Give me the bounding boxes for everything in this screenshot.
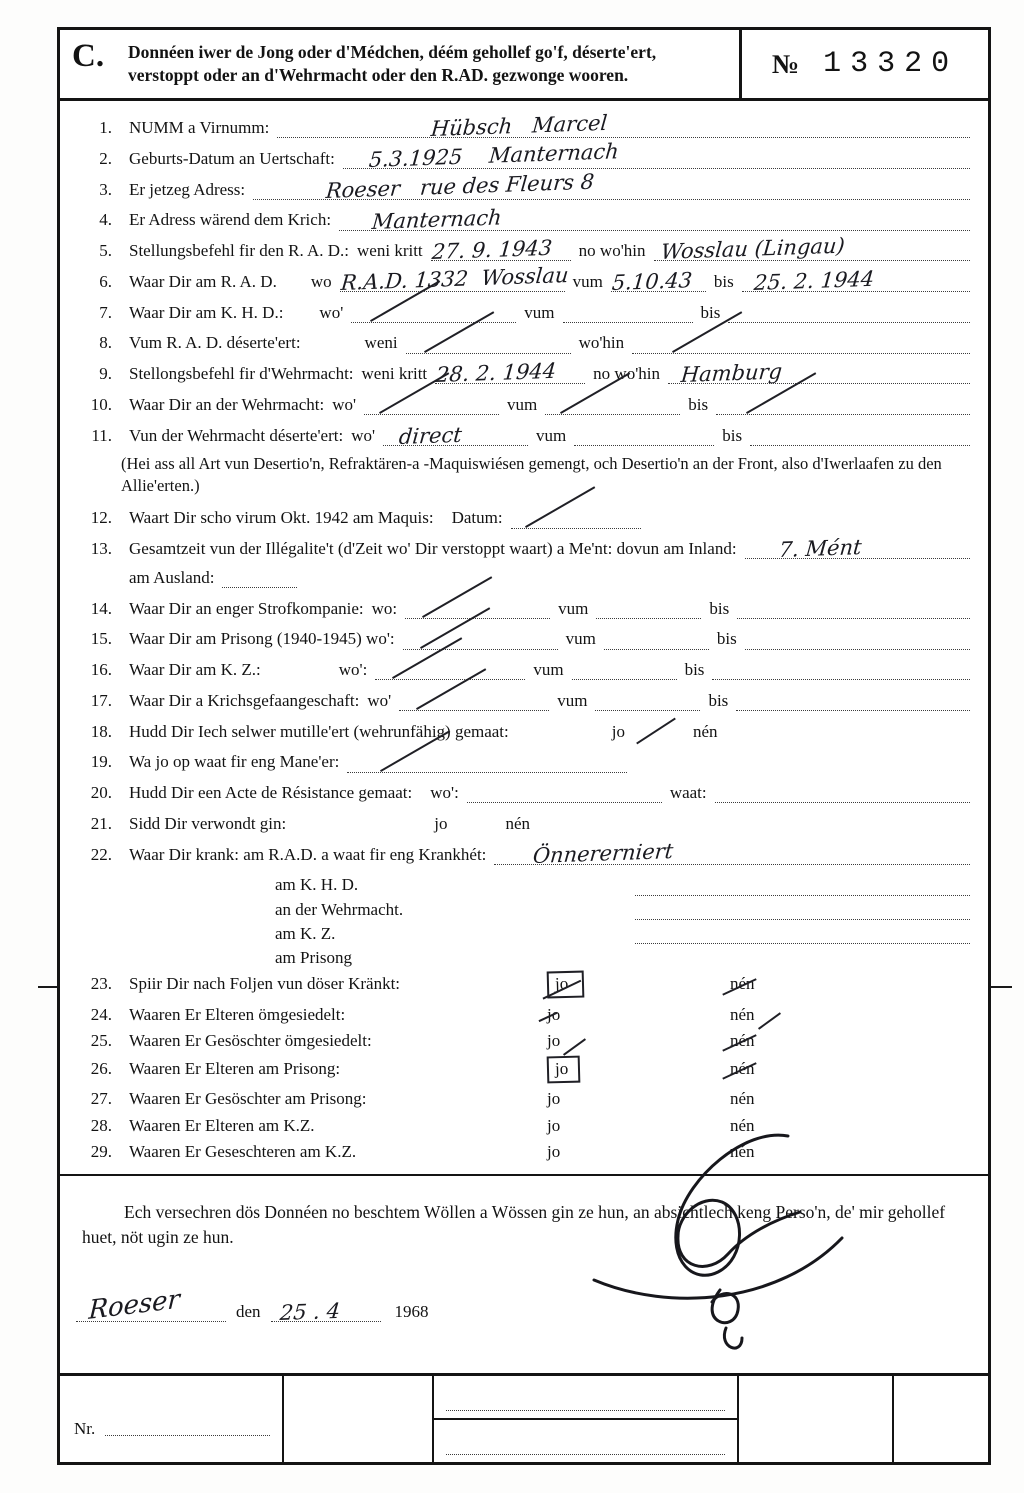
printed-text: Waar Dir am K. H. D.: — [129, 302, 284, 322]
handwritten-place: Roeser — [87, 1284, 181, 1326]
printed-text: vum — [557, 690, 588, 710]
option-jo[interactable]: jo — [547, 1056, 581, 1084]
question-number: 28. — [90, 1115, 112, 1135]
printed-text: Datum: — [451, 508, 503, 528]
nr-label: Nr. — [74, 1419, 96, 1438]
dotted-field[interactable] — [105, 1423, 270, 1436]
printed-text: Hudd Dir een Acte de Résistance gemaat: — [129, 783, 413, 803]
printed-text: Waar Dir am Prisong (1940-1945) wo': — [129, 629, 395, 649]
answer-cell — [547, 971, 722, 998]
handwritten-value: Roeser rue des Fleurs 8 — [324, 169, 595, 203]
printed-text: Er Adress wärend dem Krich: — [129, 210, 332, 230]
place-field[interactable] — [76, 1284, 226, 1326]
printed-text: wo — [310, 271, 332, 291]
dotted-field[interactable] — [604, 643, 709, 650]
option-jo[interactable]: jo — [547, 971, 585, 999]
form-row-13 — [72, 535, 970, 563]
option-nn[interactable]: nén — [693, 721, 718, 741]
option-jo[interactable]: jo — [547, 1030, 561, 1050]
dotted-field[interactable] — [635, 913, 970, 920]
question-number: 26. — [90, 1059, 112, 1079]
form-number: 13320 — [823, 47, 959, 82]
answer-cell — [730, 1115, 970, 1136]
printed-text: Waaren Er Gesöschter am Prisong: — [129, 1089, 367, 1109]
form-row-17 — [72, 690, 970, 711]
dotted-field[interactable] — [668, 359, 970, 388]
question-number: 1. — [99, 118, 112, 138]
question-number: 29. — [90, 1141, 112, 1161]
printed-text: Vum R. A. D. déserte'ert: — [129, 333, 301, 353]
printed-text: wo' — [351, 425, 376, 445]
printed-text: vum — [524, 302, 555, 322]
dotted-field[interactable] — [737, 612, 970, 619]
footer-subcell — [434, 1418, 737, 1462]
printed-text: Waar Dir a Krichsgefaangeschaft: — [129, 690, 360, 710]
printed-text: bis — [722, 425, 743, 445]
dotted-field[interactable] — [745, 535, 970, 563]
dotted-field[interactable] — [406, 347, 571, 354]
printed-text: weni kritt — [357, 241, 423, 261]
option-nn[interactable]: nén — [730, 1089, 755, 1109]
question-number: 7. — [99, 302, 112, 322]
printed-text: weni — [364, 333, 398, 353]
form-row-cont-26 — [72, 923, 970, 944]
form-description: Donnéen iwer de Jong oder d'Médchen, déém gehollef go'f, déserte'ert, verstoppt oder an d'Wehrmacht oder den R.AD. gezwonge wooren. — [128, 42, 657, 86]
answer-cell — [547, 1056, 722, 1083]
dotted-field[interactable] — [610, 268, 706, 296]
printed-text: Waar Dir krank: am R.A.D. a waat fir eng Krankhét: — [129, 844, 487, 864]
dotted-field[interactable] — [351, 316, 516, 323]
answer-cell — [730, 1141, 970, 1162]
dotted-field[interactable] — [716, 408, 970, 415]
handwritten-value: Hübsch Marcel — [429, 111, 608, 142]
question-number: 10. — [90, 394, 112, 414]
form-row-19 — [72, 751, 970, 772]
numero-sign: № — [771, 48, 800, 79]
form-row-14 — [72, 598, 970, 619]
option-nn[interactable]: nén — [730, 1030, 755, 1050]
form-row-21 — [72, 813, 970, 834]
handwritten-value: 25. 2. 1944 — [753, 266, 876, 296]
form-row-cont-27 — [72, 947, 970, 968]
dotted-field[interactable] — [222, 581, 297, 588]
printed-text: wo' — [319, 302, 344, 322]
dotted-field[interactable] — [446, 1454, 725, 1455]
printed-text: wo': — [430, 783, 459, 803]
form-row-24 — [72, 1004, 970, 1025]
answer-cell — [730, 1004, 970, 1025]
note-paragraph: (Hei ass all Art vun Desertio'n, Refraktären-a -Maquiswiésen gemengt, och Desertio'n an der Front, also d'Iwerlaafen zu den Allie'erten.) — [121, 454, 942, 495]
printed-text: Geburts-Datum an Uertschaft: — [129, 148, 335, 168]
printed-text: weni kritt — [361, 364, 428, 384]
question-number: 23. — [90, 974, 112, 994]
question-number: 6. — [99, 271, 112, 291]
handwritten-date: 25 . 4 — [279, 1298, 342, 1325]
form-row-5 — [72, 233, 970, 265]
printed-text: Waaren Er Elteren am K.Z. — [129, 1115, 315, 1135]
handwritten-slash — [636, 718, 676, 745]
printed-text: Stellongsbefehl fir d'Wehrmacht: — [129, 364, 354, 384]
form-row-4 — [72, 205, 970, 234]
question-number: 21. — [90, 813, 112, 833]
footer-cell — [282, 1376, 432, 1462]
form-row-22 — [72, 838, 970, 868]
question-number: 19. — [90, 752, 112, 772]
question-number: 14. — [90, 598, 112, 618]
printed-text: Waaren Er Gesöschter ömgesiedelt: — [129, 1030, 372, 1050]
printed-text: Vun der Wehrmacht déserte'ert: — [129, 425, 344, 445]
form-row-1 — [72, 111, 970, 142]
dotted-field[interactable] — [511, 522, 641, 529]
dotted-field[interactable] — [347, 766, 627, 773]
answer-cell — [730, 973, 970, 994]
handwritten-value: 5.10.43 — [610, 268, 693, 296]
printed-text: Stellungsbefehl fir den R. A. D.: — [129, 241, 350, 261]
dotted-field[interactable] — [632, 347, 970, 354]
footer-grid — [60, 1373, 988, 1462]
printed-text: vum — [572, 271, 603, 291]
printed-text: wo'hin — [578, 333, 625, 353]
footer-subcell — [434, 1376, 737, 1418]
printed-text: am Ausland: — [129, 567, 215, 587]
dotted-field[interactable] — [339, 263, 570, 296]
section-letter: C. — [72, 38, 105, 74]
handwritten-value: direct — [397, 422, 463, 449]
question-number: 12. — [90, 508, 112, 528]
printed-text: wo: — [371, 598, 398, 618]
printed-text: Waar Dir am R. A. D. — [129, 271, 277, 291]
dotted-field[interactable] — [595, 704, 700, 711]
handwritten-value: 7. Mént — [778, 535, 863, 563]
dotted-field[interactable] — [750, 439, 970, 446]
printed-text: Waaren Er Geseschteren am K.Z. — [129, 1141, 357, 1161]
form-row-11 — [72, 422, 970, 449]
footer-cell — [737, 1376, 892, 1462]
form-row-28 — [72, 1115, 970, 1136]
printed-text: Waar Dir an enger Strofkompanie: — [129, 598, 364, 618]
dotted-field[interactable] — [253, 169, 970, 203]
option-nn[interactable]: nén — [730, 974, 755, 994]
handwritten-value: 27. 9. 1943 — [430, 236, 553, 265]
dotted-field[interactable] — [435, 359, 585, 388]
answer-cell — [547, 1115, 722, 1136]
answer-cell — [547, 1088, 722, 1109]
printed-text: Spiir Dir nach Foljen vun döser Kränkt: — [129, 974, 401, 994]
form-row-2 — [72, 139, 970, 173]
printed-text: waat: — [669, 783, 707, 803]
printed-text: vum — [558, 598, 589, 618]
footer-cell — [892, 1376, 988, 1462]
printed-text: Waar Dir an der Wehrmacht: — [129, 394, 325, 414]
year-label: 1968 — [394, 1301, 429, 1321]
dotted-field[interactable] — [446, 1410, 725, 1411]
dotted-field[interactable] — [375, 673, 525, 680]
dotted-field[interactable] — [635, 937, 970, 944]
form-row-cont-25 — [72, 899, 970, 920]
printed-text: bis — [713, 271, 734, 291]
dotted-field[interactable] — [572, 673, 677, 680]
form-row-6 — [72, 263, 970, 296]
printed-text: Waaren Er Elteren am Prisong: — [129, 1059, 341, 1079]
dotted-field[interactable] — [574, 439, 714, 446]
printed-text: bis — [708, 690, 729, 710]
handwritten-value: R.A.D. 1332 Wosslau — [339, 263, 570, 296]
questions — [60, 101, 988, 1162]
question-number: 18. — [90, 721, 112, 741]
answer-cell — [730, 1058, 970, 1079]
question-number: 9. — [99, 364, 112, 384]
dotted-field[interactable] — [712, 673, 970, 680]
form-row-8 — [72, 332, 970, 353]
answer-cell — [730, 1088, 970, 1109]
answer-cell — [730, 1030, 970, 1051]
printed-text: Er jetzeg Adress: — [129, 179, 246, 199]
form-row-27 — [72, 1088, 970, 1109]
form-row-9 — [72, 359, 970, 388]
dotted-field[interactable] — [736, 704, 970, 711]
printed-text: NUMM a Virnumm: — [129, 118, 270, 138]
dotted-field[interactable] — [399, 704, 549, 711]
printed-text: wo': — [338, 660, 368, 680]
printed-text: vum — [507, 394, 538, 414]
option-jo[interactable]: jo — [547, 1089, 561, 1109]
printed-text: no wo'hin — [578, 241, 646, 261]
option-nn[interactable]: nén — [730, 1141, 755, 1161]
dotted-field[interactable] — [494, 838, 970, 868]
printed-text: bis — [684, 660, 705, 680]
form-row-23 — [72, 971, 970, 998]
answer-cell — [547, 1141, 722, 1162]
printed-text: vum — [536, 425, 567, 445]
dotted-field[interactable] — [277, 111, 970, 142]
option-jo[interactable]: jo — [547, 1004, 561, 1024]
form-row-12 — [72, 507, 970, 528]
printed-text: wo' — [332, 394, 357, 414]
question-number: 17. — [90, 690, 112, 710]
question-number: 3. — [99, 179, 112, 199]
form-row-7 — [72, 302, 970, 323]
handwritten-value: Wosslau (Lingau) — [659, 233, 846, 265]
printed-text: Waart Dir scho virum Okt. 1942 am Maquis: — [129, 508, 434, 528]
option-nn[interactable]: nén — [730, 1115, 755, 1135]
form-row-25 — [72, 1030, 970, 1051]
dotted-field[interactable] — [339, 205, 970, 234]
handwritten-value: 5.3.1925 Manternach — [367, 139, 620, 173]
form-row-18 — [72, 721, 970, 742]
question-number: 15. — [90, 629, 112, 649]
option-jo[interactable]: jo — [434, 813, 448, 833]
option-nn[interactable]: nén — [730, 1004, 755, 1024]
printed-text: am K. H. D. — [275, 875, 359, 895]
dotted-field[interactable] — [430, 236, 571, 265]
printed-text: Gesamtzeit vun der Illégalite't (d'Zeit wo' Dir verstoppt waart) a Me'nt: dovun am Inland: — [129, 539, 737, 559]
form-number-box — [739, 30, 988, 98]
dotted-field[interactable] — [635, 889, 970, 896]
question-number: 2. — [99, 148, 112, 168]
form-row-26 — [72, 1056, 970, 1083]
dotted-field[interactable] — [364, 408, 499, 415]
question-number: 4. — [99, 210, 112, 230]
question-number: 16. — [90, 660, 112, 680]
answer-cell — [547, 1004, 722, 1025]
dotted-field[interactable] — [467, 796, 662, 803]
dotted-field[interactable] — [343, 139, 970, 173]
form-row-3 — [72, 169, 970, 203]
form-row-16 — [72, 659, 970, 680]
printed-text: Waaren Er Elteren ömgesiedelt: — [129, 1004, 346, 1024]
dotted-field[interactable] — [728, 316, 970, 323]
printed-text: bis — [716, 629, 737, 649]
dotted-field[interactable] — [745, 643, 970, 650]
option-jo[interactable]: jo — [547, 1141, 561, 1161]
handwritten-value: Manternach — [370, 205, 503, 234]
dotted-field[interactable] — [545, 408, 680, 415]
footer-cell-nr — [60, 1376, 282, 1462]
dotted-field[interactable] — [383, 422, 528, 449]
answer-cell — [547, 1030, 722, 1051]
printed-text: an der Wehrmacht. — [275, 899, 404, 919]
printed-text: Waar Dir am K. Z.: — [129, 660, 261, 680]
form-row-cont-14 — [72, 567, 970, 588]
question-number: 5. — [99, 241, 112, 261]
printed-text: bis — [700, 302, 721, 322]
form-frame — [57, 27, 991, 1465]
option-jo[interactable]: jo — [611, 721, 625, 741]
dotted-field[interactable] — [654, 233, 971, 265]
handwritten-value: Hamburg — [679, 359, 784, 388]
dotted-field[interactable] — [715, 796, 970, 803]
question-number: 22. — [90, 844, 112, 864]
form-row-20 — [72, 782, 970, 803]
option-nn[interactable]: nén — [730, 1059, 755, 1079]
printed-text: no wo'hin — [593, 364, 660, 384]
declaration-text: Ech versechren dös Donnéen no beschtem Wöllen a Wössen gin ze hun, an absichtlech keng Perso'n, de' mir gehollef huet, nöt ugin ze hun. — [82, 1202, 946, 1247]
printed-text: wo' — [367, 690, 392, 710]
printed-text: am Prisong — [275, 948, 352, 968]
dotted-field[interactable] — [403, 643, 558, 650]
question-number: 20. — [90, 783, 112, 803]
option-nn[interactable]: nén — [505, 813, 531, 833]
question-number: 27. — [90, 1089, 112, 1109]
form-header — [60, 30, 988, 101]
printed-text: bis — [709, 598, 730, 618]
printed-text: am K. Z. — [275, 923, 336, 943]
option-jo[interactable]: jo — [547, 1115, 561, 1135]
question-number: 24. — [90, 1004, 112, 1024]
dotted-field[interactable] — [596, 612, 701, 619]
printed-text: Wa jo op waat fir eng Mane'er: — [129, 752, 340, 772]
question-number: 11. — [91, 425, 112, 445]
date-field[interactable] — [271, 1298, 381, 1325]
printed-text: vum — [533, 660, 564, 680]
handwritten-value: Önnererniert — [532, 838, 675, 868]
printed-text: bis — [688, 394, 709, 414]
form-row-29 — [72, 1141, 970, 1162]
printed-text: Sidd Dir verwondt gin: — [129, 813, 287, 833]
question-number: 8. — [99, 333, 112, 353]
question-number: 25. — [90, 1030, 112, 1050]
printed-text: Hudd Dir Iech selwer mutille'ert (wehrunfähig) gemaat: — [129, 721, 509, 741]
date-line — [60, 1250, 988, 1326]
printed-text: vum — [565, 629, 596, 649]
footer-cell-split — [432, 1376, 737, 1462]
dotted-field[interactable] — [742, 266, 970, 296]
form-row-cont-24 — [72, 874, 970, 895]
question-number: 13. — [90, 539, 112, 559]
handwritten-value: 28. 2. 1944 — [435, 359, 558, 388]
dotted-field[interactable] — [563, 316, 693, 323]
form-row-15 — [72, 628, 970, 649]
form-row-10 — [72, 394, 970, 415]
den-label: den — [236, 1301, 261, 1321]
